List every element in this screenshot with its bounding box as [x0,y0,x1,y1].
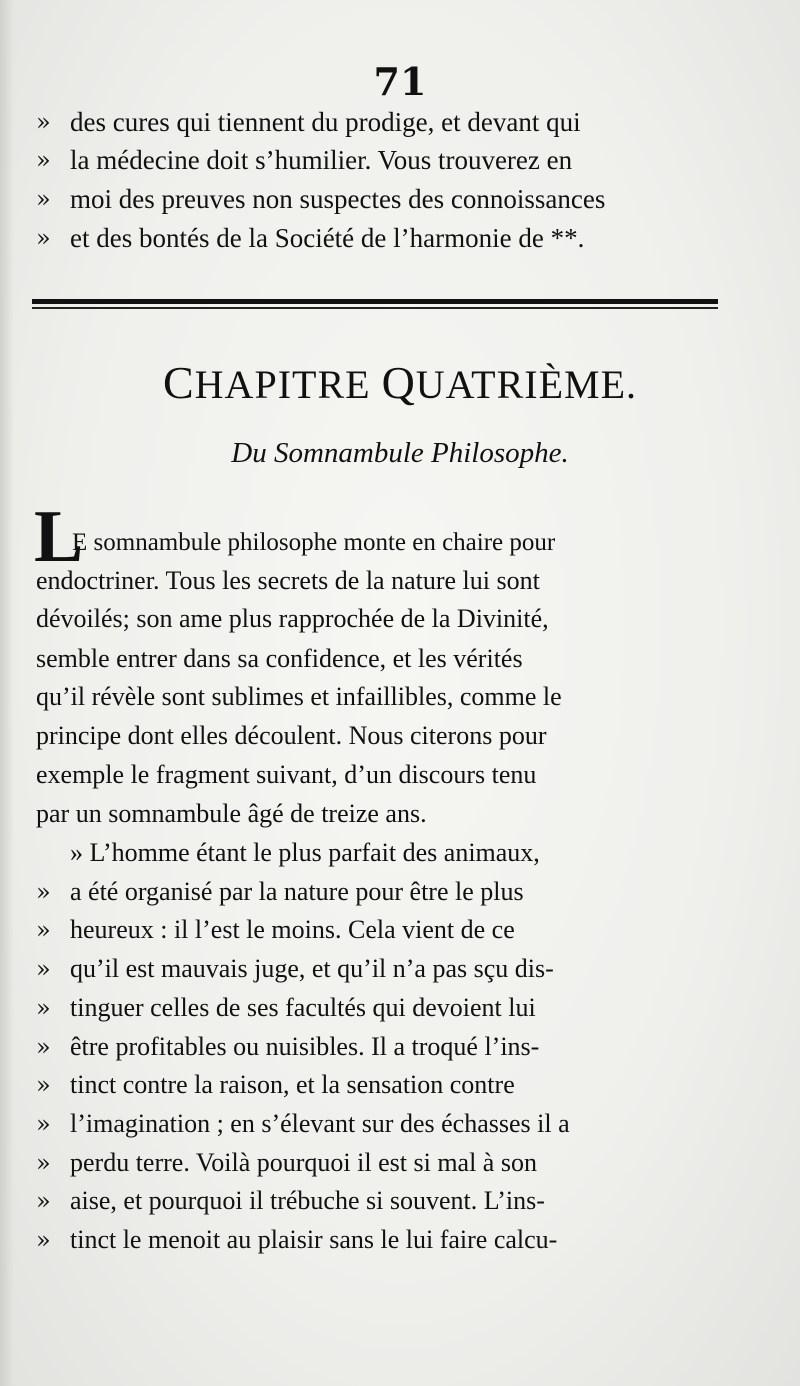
text-line: tinguer celles de ses facultés qui devoient lui [70,993,536,1022]
text-line: exemple le fragment suivant, d’un discours tenu [36,760,537,789]
text-line: dévoilés; son ame plus rapprochée de la Divinité, [36,604,549,633]
text-line: des cures qui tiennent du prodige, et devant qui [70,107,581,137]
quote-mark: » [36,1033,51,1061]
text-line: tinct contre la raison, et la sensation contre [70,1070,515,1099]
quote-mark: » [36,1110,51,1138]
page-edge-shadow [0,0,14,1386]
quote-mark: » [36,955,51,983]
text-line: aise, et pourquoi il trébuche si souvent. L’ins- [70,1186,545,1215]
chapter-subtitle: Du Somnambule Philosophe. [231,437,569,469]
text-line: » L’homme étant le plus parfait des animaux, [70,838,540,867]
quote-mark: » [36,146,51,174]
text-line: être profitables ou nuisibles. Il a troqué l’ins- [70,1032,540,1061]
chapter-divider-thin [32,307,718,309]
quote-mark: » [36,1187,51,1215]
text-line: et des bontés de la Société de l’harmonie de **. [70,223,585,253]
text-line: qu’il est mauvais juge, et qu’il n’a pas sçu dis- [70,954,554,983]
text-line: l’imagination ; en s’élevant sur des échasses il a [70,1109,570,1138]
text-line: a été organisé par la nature pour être le plus [70,877,524,906]
text-line: principe dont elles découlent. Nous citerons pour [36,721,547,750]
quote-mark: » [36,878,51,906]
quote-mark: » [36,108,51,136]
quote-mark: » [36,1149,51,1177]
text-line: E somnambule philosophe monte en chaire pour [72,529,556,556]
chapter-divider-heavy [32,299,718,304]
text-line: moi des preuves non suspectes des connoissances [70,184,606,214]
quote-mark: » [36,1071,51,1099]
quote-mark: » [36,224,51,252]
text-line: par un somnambule âgé de treize ans. [36,799,427,828]
quote-mark: » [36,994,51,1022]
chapter-title: CHAPITRE QUATRIÈME. [162,357,638,408]
text-line: perdu terre. Voilà pourquoi il est si mal à son [70,1148,537,1177]
text-line: qu’il révèle sont sublimes et infaillibles, comme le [36,682,562,711]
text-line: tinct le menoit au plaisir sans le lui faire calcu- [70,1225,558,1254]
text-line: la médecine doit s’humilier. Vous trouverez en [70,145,573,175]
text-line: semble entrer dans sa confidence, et les vérités [36,644,523,673]
text-line: heureux : il l’est le moins. Cela vient de ce [70,915,515,944]
quote-mark: » [36,916,51,944]
quote-mark: » [36,1226,51,1254]
page-number: 71 [373,59,427,104]
drop-cap: L [34,496,84,578]
quote-mark: » [36,185,51,213]
text-line: endoctriner. Tous les secrets de la nature lui sont [36,566,540,595]
